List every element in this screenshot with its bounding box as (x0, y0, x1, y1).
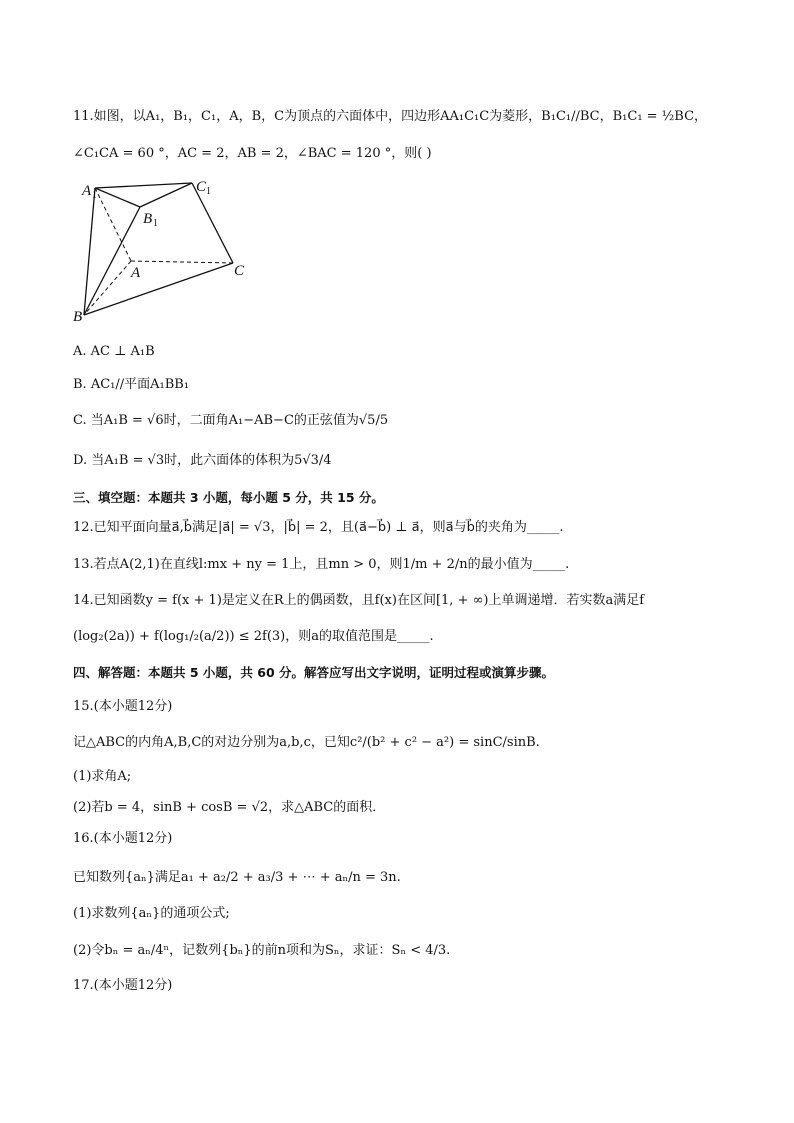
question-12: 12.已知平面向量a⃗,b⃗满足|a⃗| = √3，|b⃗| = 2，且(a⃗−b⃗) ⊥ a⃗，则a⃗与b⃗的夹角为_____. (73, 520, 564, 535)
label-A1: A (82, 183, 92, 199)
q11-option-d: D. 当A₁B = √3时，此六面体的体积为5√3/4 (73, 453, 332, 468)
q11-option-b: B. AC₁//平面A₁BB₁ (73, 377, 190, 392)
q15-part2: (2)若b = 4，sinB + cosB = √2，求△ABC的面积． (73, 800, 386, 815)
q17-header: 17.(本小题12分) (73, 978, 173, 993)
label-A: A (131, 265, 141, 281)
q14-line2: (log₂(2a)) + f(log₁/₂(a/2)) ≤ 2f(3)，则a的取值范围是_____. (73, 629, 434, 644)
q11-option-a: A. AC ⊥ A₁B (73, 344, 155, 359)
q11-stem-line2: ∠C₁CA = 60 °，AC = 2，AB = 2，∠BAC = 120 °，则( ) (73, 146, 432, 161)
q15-stem: 记△ABC的内角A,B,C的对边分别为a,b,c，已知c²/(b² + c² − a²) = sinC/sinB. (73, 735, 540, 750)
label-C1-sub: 1 (206, 186, 211, 197)
q15-header: 15.(本小题12分) (73, 699, 173, 714)
q16-part2: (2)令bₙ = aₙ/4ⁿ，记数列{bₙ}的前n项和为Sₙ，求证：Sₙ < 4/3. (73, 943, 451, 958)
label-B1-sub: 1 (153, 218, 158, 229)
q14-line1: 14.已知函数y = f(x + 1)是定义在R上的偶函数，且f(x)在区间[1, + ∞)上单调递增．若实数a满足f (73, 593, 645, 608)
q11-option-c: C. 当A₁B = √6时，二面角A₁−AB−C的正弦值为√5/5 (73, 413, 389, 428)
label-B: B (73, 309, 83, 323)
q11-stem-line1: 11.如图，以A₁，B₁，C₁，A，B，C为顶点的六面体中，四边形AA₁C₁C为菱形，B₁C₁//BC，B₁C₁ = ½BC， (73, 109, 708, 124)
label-C: C (234, 263, 245, 279)
label-C1: C (196, 179, 207, 195)
q16-header: 16.(本小题12分) (73, 831, 173, 846)
q16-part1: (1)求数列{aₙ}的通项公式; (73, 906, 230, 921)
section-answer-heading: 四、解答题：本题共 5 小题，共 60 分。解答应写出文字说明，证明过程或演算步骤。 (73, 665, 555, 680)
section-fill-in-heading: 三、填空题：本题共 3 小题，每小题 5 分，共 15 分。 (73, 490, 384, 505)
question-13: 13.若点A(2,1)在直线l:mx + ny = 1上，且mn > 0，则1/m + 2/n的最小值为_____. (73, 557, 570, 572)
hexahedron-figure (73, 178, 258, 323)
label-A1-sub: 1 (92, 190, 97, 201)
label-B1: B (143, 211, 153, 227)
q16-stem: 已知数列{aₙ}满足a₁ + a₂/2 + a₃/3 + ⋯ + aₙ/n = 3n. (73, 870, 401, 885)
q15-part1: (1)求角A; (73, 769, 132, 784)
